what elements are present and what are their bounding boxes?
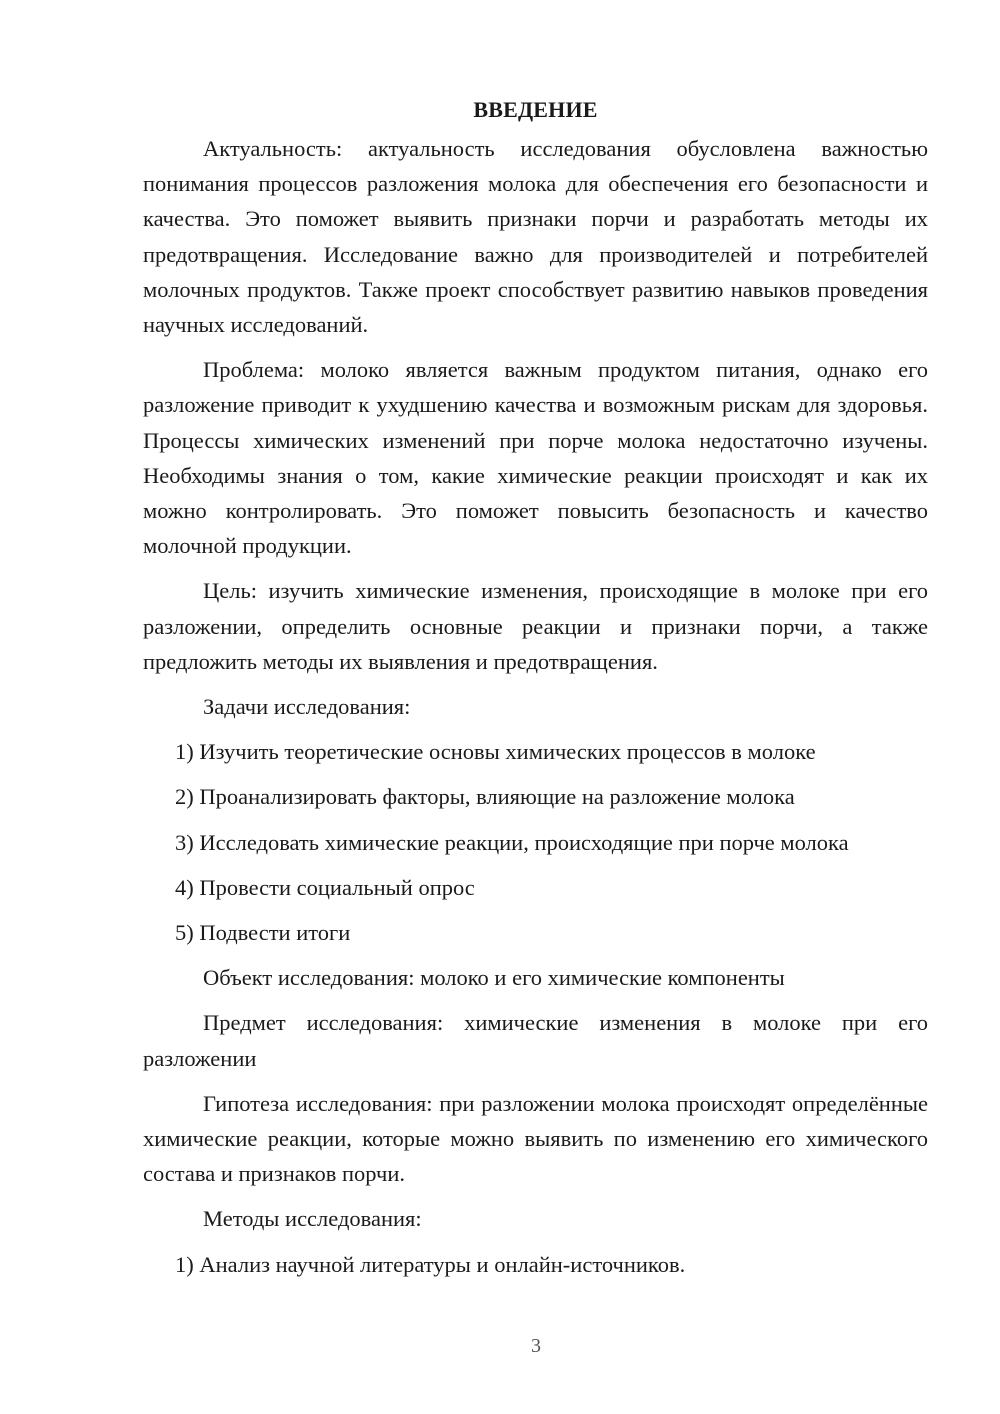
list-item: 3) Исследовать химические реакции, происходящие при порче молока [175, 829, 849, 855]
tasks-heading: Задачи исследования: [203, 694, 411, 720]
subject-paragraph: Предмет исследования: химические изменения в молоке при его разложении [143, 1010, 928, 1071]
methods-heading: Методы исследования: [203, 1206, 422, 1232]
goal-paragraph: Цель: изучить химические изменения, происходящие в молоке при его разложении, определить основные реакции и признаки порчи, а также предложить методы их выявления и предотвращения. [143, 578, 928, 674]
list-item: 4) Провести социальный опрос [175, 874, 475, 900]
page-title: ВВЕДЕНИЕ [473, 97, 598, 122]
list-item: 5) Подвести итоги [175, 920, 351, 946]
list-item: 1) Изучить теоретические основы химических процессов в молоке [175, 739, 816, 765]
methods-list [143, 1247, 928, 1282]
document-page [143, 95, 928, 1292]
tasks-list [143, 734, 928, 950]
page-number: 3 [531, 1335, 541, 1357]
relevance-paragraph: Актуальность: актуальность исследования обусловлена важностью понимания процессов разложения молока для обеспечения его безопасности и качества. Это поможет выявить признаки порчи и разработать методы их предотвращения. Исследование важно для производителей и потребителей молочных продуктов. Также проект способствует развитию навыков проведения научных исследований. [143, 136, 928, 338]
hypothesis-paragraph: Гипотеза исследования: при разложении молока происходят определённые химические реакции, которые можно выявить по изменению его химического состава и признаков порчи. [143, 1090, 928, 1187]
object-line: Объект исследования: молоко и его химические компоненты [203, 965, 785, 991]
problem-paragraph: Проблема: молоко является важным продуктом питания, однако его разложение приводит к ухудшению качества и возможным рискам для здоровья. Процессы химических изменений при порче молока недостаточно изучены. Необходимы знания о том, какие химические реакции происходят и как их можно контролировать. Это поможет повысить безопасность и качество молочной продукции. [143, 357, 928, 559]
list-item: 2) Проанализировать факторы, влияющие на разложение молока [175, 784, 795, 810]
list-item: 1) Анализ научной литературы и онлайн-источников. [175, 1251, 686, 1277]
